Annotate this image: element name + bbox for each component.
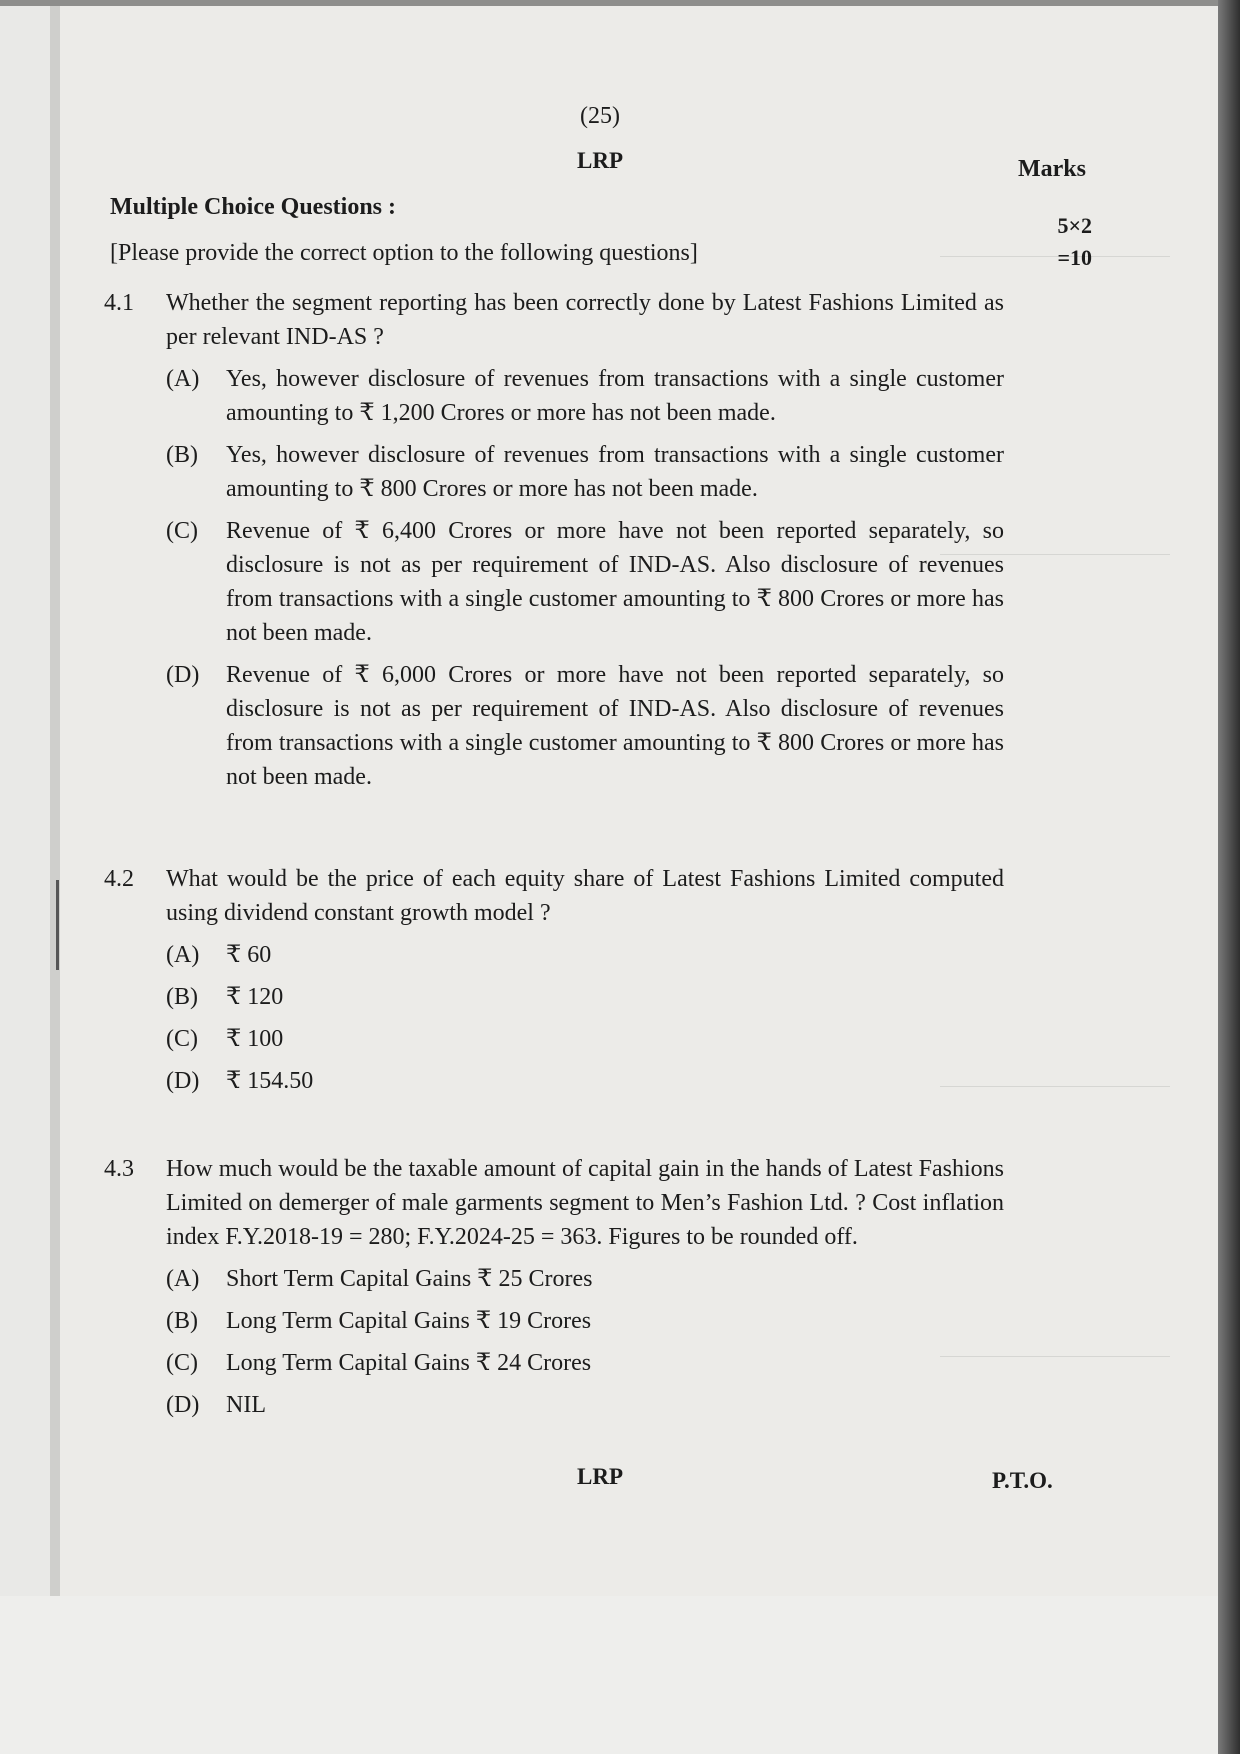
paper-code-header: LRP [577, 148, 623, 173]
option-text: Long Term Capital Gains ₹ 24 Crores [226, 1350, 592, 1376]
marks-label: Marks [1018, 156, 1086, 182]
paper-code-footer: LRP [577, 1464, 623, 1489]
option-letter: (A) [166, 942, 200, 968]
option-letter: (D) [166, 1392, 200, 1418]
question-text: What would be the price of each equity share of Latest Fashions Limited computed using dividend constant growth model ? [166, 866, 1004, 926]
option-b [166, 980, 1004, 1014]
option-text: Yes, however disclosure of revenues from transactions with a single customer amounting to ₹ 1,200 Crores or more has not been made. [226, 366, 1004, 426]
option-text: Long Term Capital Gains ₹ 19 Crores [226, 1308, 592, 1334]
question-4-1 [104, 286, 1004, 802]
option-text: ₹ 100 [226, 1026, 284, 1052]
option-b [166, 1304, 1004, 1338]
option-a [166, 1262, 1004, 1296]
option-b [166, 438, 1004, 506]
option-a [166, 938, 1004, 972]
option-text: NIL [226, 1392, 266, 1418]
section-instruction: [Please provide the correct option to the following questions] [110, 240, 698, 266]
option-d [166, 658, 1004, 794]
marks-value-line1: 5×2 [1057, 213, 1092, 238]
question-4-3 [104, 1152, 1004, 1430]
option-text: Revenue of ₹ 6,400 Crores or more have not been reported separately, so disclosure is not as per requirement of IND-AS. Also disclosure of revenues from transactions with a single customer amounting to ₹ 800 Crores or more has not been made. [226, 518, 1004, 646]
question-4-2 [104, 862, 1004, 1106]
option-c [166, 1346, 1004, 1380]
question-number: 4.1 [104, 290, 134, 316]
options-list [166, 362, 1004, 794]
option-text: ₹ 120 [226, 984, 284, 1010]
option-c [166, 1022, 1004, 1056]
please-turn-over: P.T.O. [992, 1468, 1053, 1493]
question-number: 4.2 [104, 866, 134, 892]
options-list [166, 938, 1004, 1098]
question-text: Whether the segment reporting has been correctly done by Latest Fashions Limited as per relevant IND-AS ? [166, 290, 1004, 350]
marks-value [1044, 210, 1092, 274]
binding-mark [56, 880, 59, 970]
option-letter: (B) [166, 1308, 198, 1334]
option-letter: (A) [166, 1266, 200, 1292]
scan-right-edge [1218, 0, 1240, 1754]
option-d [166, 1388, 1004, 1422]
option-letter: (C) [166, 518, 198, 544]
option-d [166, 1064, 1004, 1098]
option-text: ₹ 154.50 [226, 1068, 314, 1094]
option-a [166, 362, 1004, 430]
scan-bottom-margin [0, 1596, 1218, 1754]
option-letter: (D) [166, 662, 200, 688]
option-letter: (B) [166, 442, 198, 468]
option-text: Short Term Capital Gains ₹ 25 Crores [226, 1266, 593, 1292]
option-text: Yes, however disclosure of revenues from transactions with a single customer amounting to ₹ 800 Crores or more has not been made. [226, 442, 1004, 502]
options-list [166, 1262, 1004, 1422]
option-c [166, 514, 1004, 650]
marks-value-line2: =10 [1057, 245, 1092, 270]
section-title: Multiple Choice Questions : [110, 194, 396, 220]
option-letter: (C) [166, 1350, 198, 1376]
question-number: 4.3 [104, 1156, 134, 1182]
option-letter: (B) [166, 984, 198, 1010]
option-text: ₹ 60 [226, 942, 272, 968]
question-text: How much would be the taxable amount of capital gain in the hands of Latest Fashions Limited on demerger of male garments segment to Men’s Fashion Ltd. ? Cost inflation index F.Y.2018-19 = 280; F.Y.2024-25 = 363. Figures to be rounded off. [166, 1156, 1004, 1250]
option-letter: (C) [166, 1026, 198, 1052]
option-letter: (A) [166, 366, 200, 392]
option-letter: (D) [166, 1068, 200, 1094]
page-number: (25) [580, 103, 620, 129]
option-text: Revenue of ₹ 6,000 Crores or more have not been reported separately, so disclosure is not as per requirement of IND-AS. Also disclosure of revenues from transactions with a single customer amounting to ₹ 800 Crores or more has not been made. [226, 662, 1004, 790]
